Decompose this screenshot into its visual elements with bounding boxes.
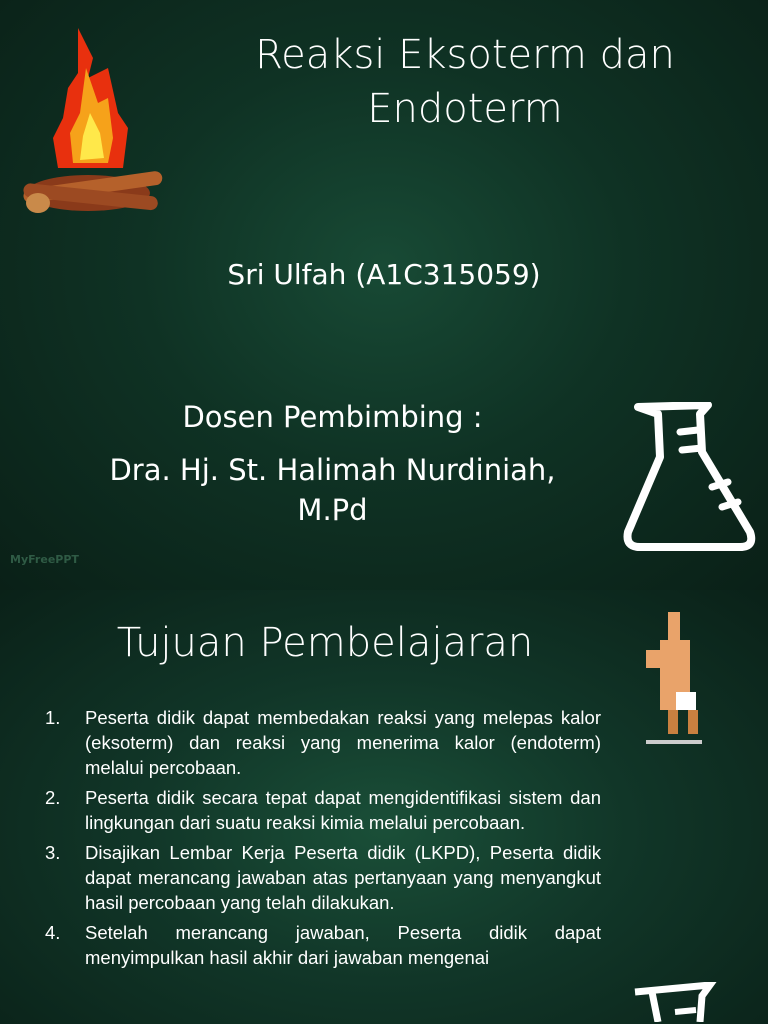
pixel-character-icon bbox=[640, 610, 706, 745]
objectives-list bbox=[45, 705, 601, 975]
slide-objectives bbox=[0, 590, 768, 1024]
item-text: Peserta didik secara tepat dapat mengidentifikasi sistem dan lingkungan dari suatu reaksi kimia melalui percobaan. bbox=[85, 787, 601, 833]
supervisor-name: Dra. Hj. St. Halimah Nurdiniah, M.Pd bbox=[109, 453, 556, 527]
flask-icon bbox=[620, 402, 760, 554]
item-text: Peserta didik dapat membedakan reaksi yang melepas kalor (eksoterm) dan reaksi yang menerima kalor (endoterm) melalui percobaan. bbox=[85, 707, 601, 778]
list-item bbox=[45, 920, 601, 970]
flask-icon bbox=[630, 982, 720, 1022]
item-number: 3. bbox=[45, 842, 61, 863]
campfire-icon bbox=[18, 18, 166, 223]
supervisor-label: Dosen Pembimbing : bbox=[182, 400, 483, 434]
watermark: MyFreePPT bbox=[10, 553, 79, 566]
author-name: Sri Ulfah (A1C315059) bbox=[227, 258, 541, 291]
objectives-heading: Tujuan Pembelajaran bbox=[116, 620, 534, 666]
item-number: 2. bbox=[45, 787, 61, 808]
list-item bbox=[45, 840, 601, 915]
list-item bbox=[45, 785, 601, 835]
item-text: Setelah merancang jawaban, Peserta didik dapat menyimpulkan hasil akhir dari jawaban mengenai bbox=[85, 922, 601, 968]
item-number: 1. bbox=[45, 707, 61, 728]
slide-title-heading: Reaksi Eksoterm dan Endoterm bbox=[255, 32, 675, 132]
item-number: 4. bbox=[45, 922, 61, 943]
item-text: Disajikan Lembar Kerja Peserta didik (LKPD), Peserta didik dapat merancang jawaban atas pertanyaan yang menyangkut hasil percobaan yang telah dilakukan. bbox=[85, 842, 601, 913]
list-item bbox=[45, 705, 601, 780]
